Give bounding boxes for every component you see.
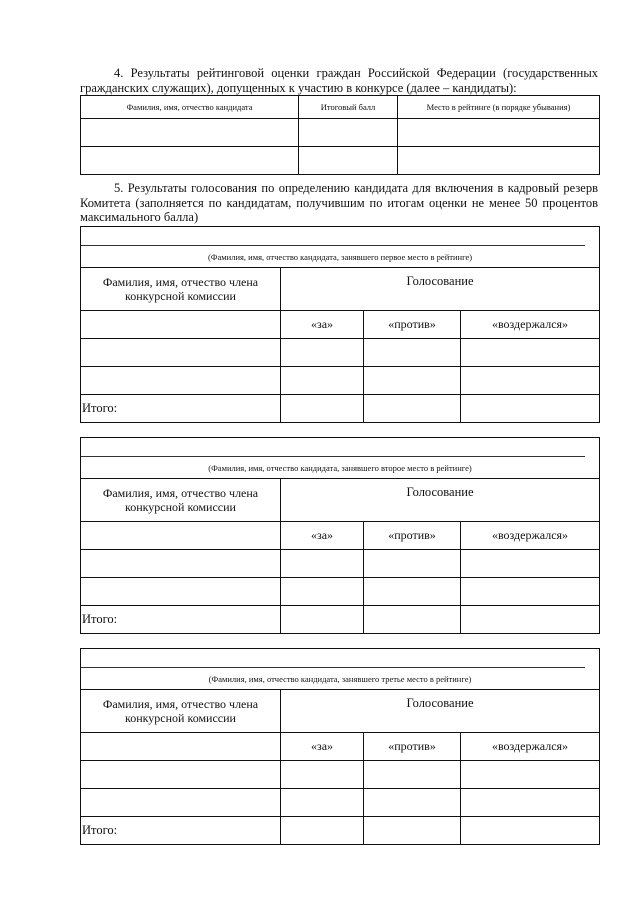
table-cell[interactable] bbox=[281, 395, 364, 423]
table-cell[interactable] bbox=[281, 550, 364, 578]
candidate-name-field[interactable] bbox=[81, 649, 600, 690]
table-cell[interactable] bbox=[461, 550, 600, 578]
vote-table-second-place bbox=[80, 437, 600, 634]
table-cell[interactable] bbox=[81, 578, 281, 606]
table-cell[interactable] bbox=[364, 367, 461, 395]
col-header-rank: Место в рейтинге (в порядке убывания) bbox=[398, 96, 600, 119]
table-cell[interactable] bbox=[398, 147, 600, 175]
col-header-candidate-name: Фамилия, имя, отчество кандидата bbox=[81, 96, 299, 119]
vote-option-abstained: «воздержался» bbox=[461, 311, 600, 339]
table-cell[interactable] bbox=[461, 578, 600, 606]
table-cell[interactable] bbox=[81, 367, 281, 395]
vote-option-for: «за» bbox=[281, 733, 364, 761]
vote-option-against: «против» bbox=[364, 733, 461, 761]
table-cell[interactable] bbox=[398, 119, 600, 147]
vote-table-first-place bbox=[80, 226, 600, 423]
table-cell[interactable] bbox=[364, 550, 461, 578]
table-cell[interactable] bbox=[461, 339, 600, 367]
table-cell[interactable] bbox=[81, 119, 299, 147]
table-cell[interactable] bbox=[299, 119, 398, 147]
table-cell[interactable] bbox=[364, 395, 461, 423]
table-cell[interactable] bbox=[281, 339, 364, 367]
table-cell[interactable] bbox=[281, 367, 364, 395]
section-5-text bbox=[80, 181, 598, 225]
section-5-paragraph: 5. Результаты голосования по определению кандидата для включения в кадровый резерв Комитета (заполняется по кандидатам, получившим по итогам оценки не менее 50 процентов максимального балла) bbox=[80, 181, 598, 224]
candidate-name-line bbox=[81, 456, 585, 457]
table-cell[interactable] bbox=[364, 761, 461, 789]
table-cell[interactable] bbox=[461, 817, 600, 845]
member-name-header: Фамилия, имя, отчество члена конкурсной комиссии bbox=[81, 690, 281, 733]
table-cell[interactable] bbox=[364, 606, 461, 634]
table-cell[interactable] bbox=[461, 395, 600, 423]
table-cell[interactable] bbox=[81, 522, 281, 550]
table-cell[interactable] bbox=[364, 789, 461, 817]
candidate-caption: (Фамилия, имя, отчество кандидата, занявшего первое место в рейтинге) bbox=[207, 252, 473, 262]
voting-header: Голосование bbox=[281, 690, 600, 733]
vote-option-against: «против» bbox=[364, 311, 461, 339]
vote-option-abstained: «воздержался» bbox=[461, 733, 600, 761]
table-cell[interactable] bbox=[461, 367, 600, 395]
vote-option-for: «за» bbox=[281, 311, 364, 339]
vote-option-against: «против» bbox=[364, 522, 461, 550]
table-cell[interactable] bbox=[81, 339, 281, 367]
table-cell[interactable] bbox=[281, 606, 364, 634]
candidate-name-field[interactable] bbox=[81, 227, 600, 268]
candidate-caption: (Фамилия, имя, отчество кандидата, занявшего второе место в рейтинге) bbox=[208, 463, 472, 473]
table-cell[interactable] bbox=[461, 761, 600, 789]
total-label: Итого: bbox=[81, 606, 281, 634]
table-cell[interactable] bbox=[81, 761, 281, 789]
candidate-name-line bbox=[81, 667, 585, 668]
candidate-name-field[interactable] bbox=[81, 438, 600, 479]
section-4-paragraph: 4. Результаты рейтинговой оценки граждан Российской Федерации (государственных гражданских служащих), допущенных к участию в конкурсе (далее – кандидаты): bbox=[80, 66, 598, 95]
rating-results-table bbox=[80, 95, 600, 175]
table-cell[interactable] bbox=[299, 147, 398, 175]
table-cell[interactable] bbox=[281, 578, 364, 606]
table-cell[interactable] bbox=[81, 733, 281, 761]
table-cell[interactable] bbox=[81, 147, 299, 175]
table-cell[interactable] bbox=[461, 606, 600, 634]
vote-option-abstained: «воздержался» bbox=[461, 522, 600, 550]
member-name-header: Фамилия, имя, отчество члена конкурсной комиссии bbox=[81, 479, 281, 522]
candidate-name-line bbox=[81, 245, 585, 246]
member-name-header: Фамилия, имя, отчество члена конкурсной комиссии bbox=[81, 268, 281, 311]
table-cell[interactable] bbox=[281, 761, 364, 789]
table-cell[interactable] bbox=[81, 550, 281, 578]
table-cell[interactable] bbox=[81, 311, 281, 339]
vote-table-third-place bbox=[80, 648, 600, 845]
table-cell[interactable] bbox=[364, 339, 461, 367]
table-cell[interactable] bbox=[364, 817, 461, 845]
table-cell[interactable] bbox=[281, 789, 364, 817]
candidate-caption: (Фамилия, имя, отчество кандидата, занявшего третье место в рейтинге) bbox=[208, 674, 472, 684]
table-cell[interactable] bbox=[281, 817, 364, 845]
table-cell[interactable] bbox=[81, 789, 281, 817]
section-4-text bbox=[80, 66, 598, 95]
table-cell[interactable] bbox=[364, 578, 461, 606]
vote-option-for: «за» bbox=[281, 522, 364, 550]
voting-header: Голосование bbox=[281, 479, 600, 522]
col-header-final-score: Итоговый балл bbox=[299, 96, 398, 119]
voting-header: Голосование bbox=[281, 268, 600, 311]
total-label: Итого: bbox=[81, 395, 281, 423]
total-label: Итого: bbox=[81, 817, 281, 845]
table-cell[interactable] bbox=[461, 789, 600, 817]
